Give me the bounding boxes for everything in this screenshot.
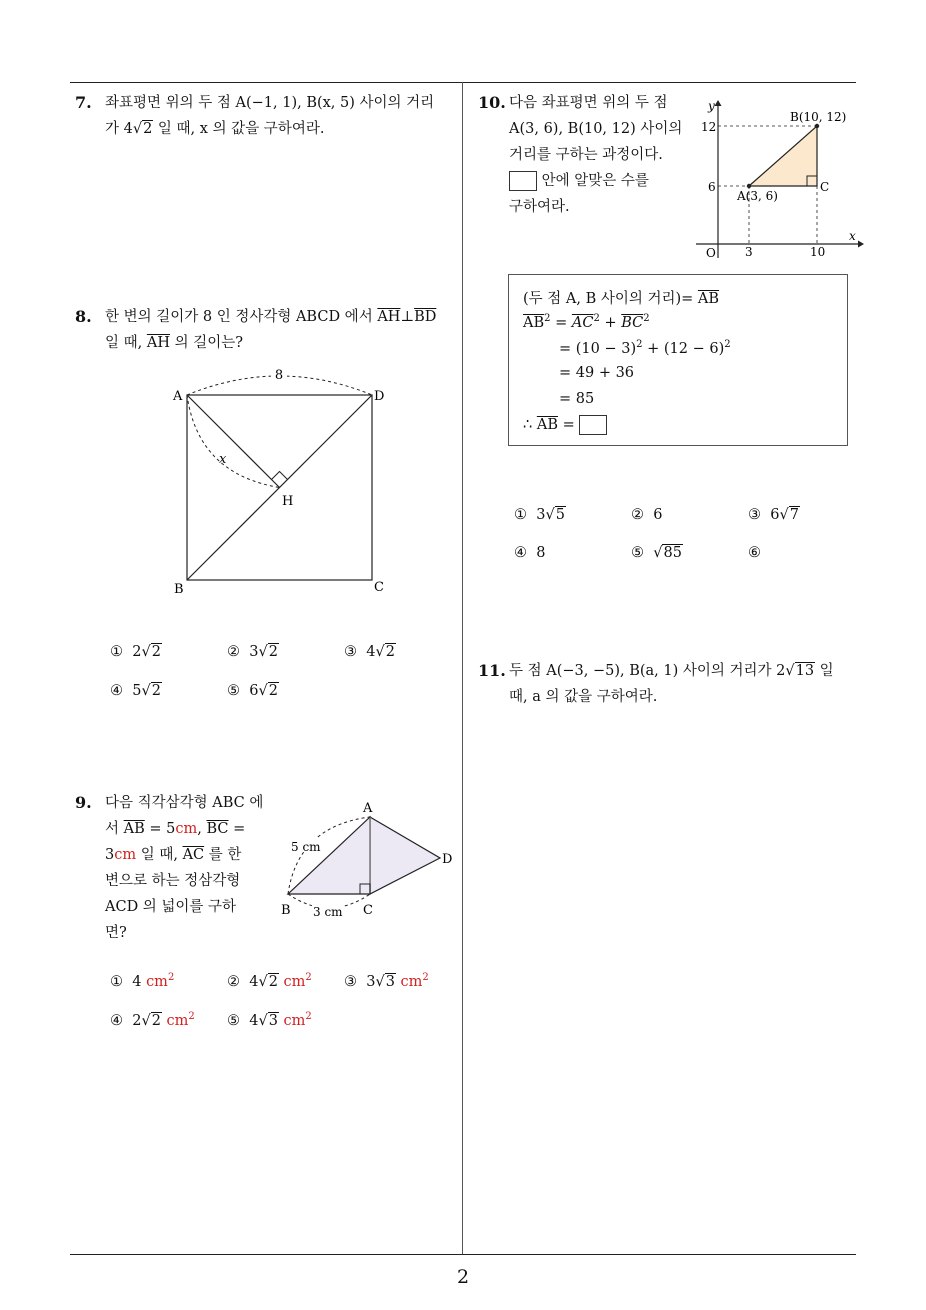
question-number: 10.	[478, 93, 506, 112]
question-text-line: 좌표평면 위의 두 점 A(−1, 1), B(x, 5) 사이의 거리	[105, 95, 435, 111]
proof-line: = $(10 - 3)^2 + (12 - 6)^2$	[559, 339, 731, 357]
choice-option[interactable]: ③ 3√3 $cm^2$	[344, 972, 429, 990]
foot-h-label: H	[282, 494, 294, 509]
equilateral-triangle-acd	[370, 817, 440, 894]
proof-line: = 85	[559, 391, 595, 407]
vertex-c-label: C	[374, 580, 384, 595]
question-text-line: 면?	[105, 925, 127, 941]
choice-option[interactable]: ⑥	[748, 545, 761, 561]
point-b	[815, 124, 819, 128]
bc-length-label: 3 cm	[313, 905, 343, 919]
choice-option[interactable]: ⑤ √85	[631, 545, 682, 561]
length-x-label: x	[219, 452, 227, 467]
triangle-figure	[276, 796, 460, 922]
vertex-d-label: D	[374, 389, 385, 404]
origin-label: O	[706, 246, 716, 260]
x-tick-label: 10	[810, 245, 826, 259]
point-a	[747, 184, 751, 188]
ab-length-label: 5 cm	[291, 840, 321, 854]
answer-blank	[579, 415, 607, 435]
proof-line: = 49 + 36	[559, 365, 635, 381]
question-number: 7.	[75, 93, 92, 112]
choice-option[interactable]: ① 3√5	[514, 507, 565, 523]
question-text-line: 일 때, $\overline{AH}$ 의 길이는?	[105, 335, 243, 351]
question-text-line: 두 점 A(−3, −5), B(a, 1) 사이의 거리가 2√13 일	[509, 663, 834, 679]
question-text-line: 변으로 하는 정삼각형	[105, 873, 241, 889]
choice-option[interactable]: ① 4 $cm^2$	[110, 972, 175, 990]
square-figure	[160, 362, 400, 598]
question-text-line: 가 4√2 일 때, x 의 값을 구하여라.	[105, 121, 325, 137]
question-number: 8.	[75, 307, 92, 326]
y-tick-label: 12	[701, 120, 717, 134]
question-text-line: 서 $\overline{AB} = 5cm$, $\overline{BC}$ =	[105, 821, 246, 837]
solution-box	[508, 274, 848, 446]
question-text-line: 안에 알맞은 수를	[509, 168, 683, 194]
y-tick-label: 6	[708, 180, 716, 194]
point-a-label: A(3, 6)	[737, 189, 778, 203]
choice-option[interactable]: ④ 8	[514, 545, 546, 561]
question-number: 9.	[75, 793, 92, 812]
question-text-line: 3cm 일 때, $\overline{AC}$ 를 한	[105, 847, 242, 863]
vertex-a-label: A	[173, 389, 183, 404]
x-axis-label: x	[849, 229, 856, 243]
question-text-line: 한 변의 길이가 8 인 정사각형 ABCD 에서 $\overline{AH}\perp\overline{BD}$	[105, 309, 437, 325]
bottom-rule	[70, 1254, 856, 1255]
choice-option[interactable]: ① 2√2	[110, 644, 161, 660]
question-text-line: 구하여라.	[509, 199, 570, 215]
choice-option[interactable]: ③ 6√7	[748, 507, 799, 523]
vertex-b-label: B	[174, 582, 184, 597]
question-number: 11.	[478, 661, 506, 680]
point-b-label: B(10, 12)	[790, 110, 847, 124]
top-rule	[70, 82, 856, 83]
question-text-line: ACD 의 넓이를 구하	[105, 899, 237, 915]
column-divider	[462, 82, 463, 1254]
point-c-label: C	[820, 180, 830, 194]
proof-line: (두 점 A, B 사이의 거리)= $\overline{AB}$	[523, 291, 720, 307]
answer-blank	[509, 171, 537, 191]
proof-line: $\overline{AB}^2 = \overline{AC}^2 + \overline{BC}^2$	[523, 313, 650, 331]
question-text-line: 다음 좌표평면 위의 두 점	[509, 95, 668, 111]
vertex-d-label: D	[442, 852, 453, 867]
choice-option[interactable]: ④ 5√2	[110, 683, 161, 699]
choice-option[interactable]: ② 6	[631, 507, 663, 523]
coordinate-graph	[696, 96, 866, 266]
segment-ah	[187, 395, 280, 488]
right-triangle-abc	[288, 817, 370, 894]
question-text-line: A(3, 6), B(10, 12) 사이의	[509, 121, 683, 137]
vertex-a-label: A	[363, 801, 373, 816]
vertex-c-label: C	[363, 903, 373, 918]
page-number: 2	[456, 1266, 470, 1288]
choice-option[interactable]: ⑤ 4√3 $cm^2$	[227, 1011, 312, 1029]
choice-option[interactable]: ② 4√2 $cm^2$	[227, 972, 312, 990]
right-angle-mark	[272, 472, 288, 480]
y-axis-label: y	[708, 99, 715, 113]
side-label: 8	[274, 368, 284, 383]
question-text-line: 다음 직각삼각형 ABC 에	[105, 795, 264, 811]
question-text-line: 때, a 의 값을 구하여라.	[509, 689, 658, 705]
choice-option[interactable]: ③ 4√2	[344, 644, 395, 660]
choice-option[interactable]: ④ 2√2 $cm^2$	[110, 1011, 195, 1029]
x-tick-label: 3	[745, 245, 753, 259]
vertex-b-label: B	[281, 903, 291, 918]
choice-option[interactable]: ② 3√2	[227, 644, 278, 660]
choice-option[interactable]: ⑤ 6√2	[227, 683, 278, 699]
proof-line: ∴ $\overline{AB}$ =	[523, 415, 607, 435]
question-text-line: 거리를 구하는 과정이다.	[509, 147, 663, 163]
